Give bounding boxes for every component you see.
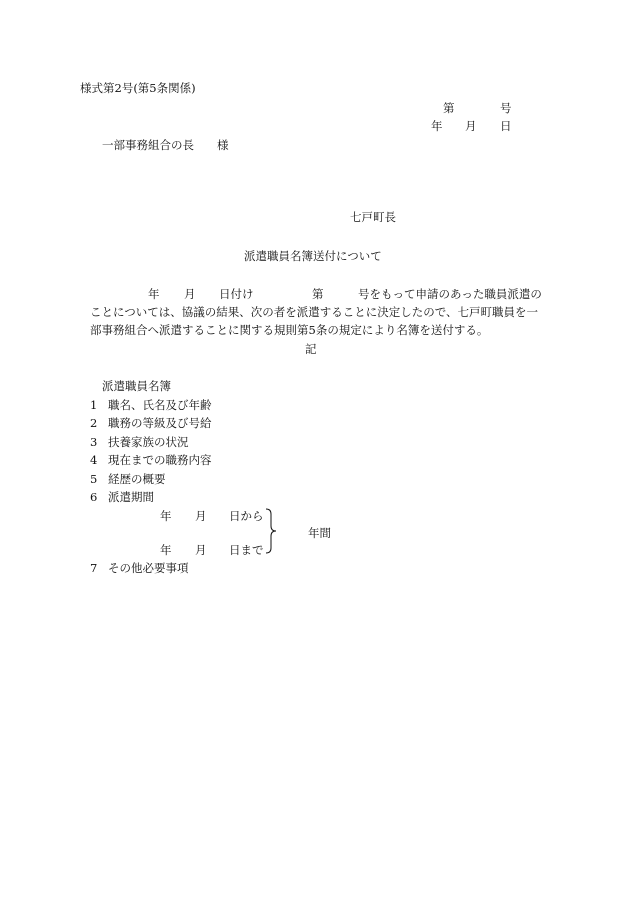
period-from-year: 年 [160, 509, 172, 523]
list-item: その他必要事項 [108, 561, 189, 575]
period-from-day: 日から [229, 509, 264, 523]
body-line3: 部事務組合へ派遣することに関する規則第5条の規定により名簿を送付する。 [90, 323, 489, 337]
body-line1-rest: 号をもって申請のあった職員派遣の [358, 287, 542, 301]
list-item-number: 6 [90, 490, 98, 504]
body-month: 月 [184, 287, 196, 301]
date-year: 年 [431, 119, 443, 133]
list-item: 現在までの職務内容 [108, 453, 212, 467]
subject-title: 派遣職員名簿送付について [244, 249, 382, 263]
period-brace [264, 508, 278, 554]
list-item: 扶養家族の状況 [108, 435, 189, 449]
list-item: 経歴の概要 [108, 472, 166, 486]
ki-mark: 記 [305, 342, 317, 356]
period-from-month: 月 [195, 509, 207, 523]
period-to-year: 年 [160, 543, 172, 557]
list-item-number: 4 [90, 453, 98, 467]
sender: 七戸町長 [350, 210, 396, 224]
list-item-number: 5 [90, 472, 98, 486]
form-title: 様式第2号(第5条関係) [80, 81, 196, 95]
list-item-number: 7 [90, 561, 98, 575]
period-duration: 年間 [308, 526, 331, 540]
list-item: 職名、氏名及び年齢 [108, 398, 212, 412]
period-to-month: 月 [195, 543, 207, 557]
body-line2: ことについては、協議の結果、次の者を派遣することに決定したので、七戸町職員を一 [90, 305, 539, 319]
list-item-number: 2 [90, 416, 98, 430]
body-year: 年 [148, 287, 160, 301]
document-number-go: 号 [500, 101, 512, 115]
addressee-honorific: 様 [217, 138, 229, 152]
list-item: 職務の等級及び号給 [108, 416, 212, 430]
list-item-number: 1 [90, 398, 98, 412]
document-number-dai: 第 [443, 101, 455, 115]
list-item-number: 3 [90, 435, 98, 449]
period-to-day: 日まで [229, 543, 264, 557]
date-month: 月 [465, 119, 477, 133]
body-date-ref: 日付け [219, 287, 254, 301]
list-heading: 派遣職員名簿 [102, 379, 171, 393]
addressee: 一部事務組合の長 [102, 138, 194, 152]
list-item: 派遣期間 [108, 490, 154, 504]
date-day: 日 [500, 119, 512, 133]
body-dai: 第 [312, 287, 324, 301]
